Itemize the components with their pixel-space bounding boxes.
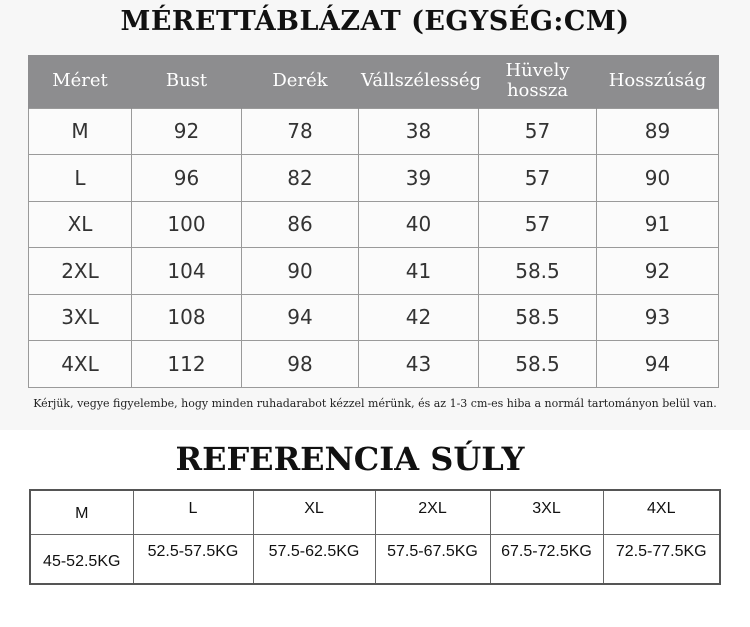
table-cell: 91 <box>597 201 719 248</box>
weight-cell: 57.5-62.5KG <box>253 534 375 584</box>
header-cell: Hüvely hossza <box>479 55 597 108</box>
table-cell: 58.5 <box>479 341 597 388</box>
table-row <box>29 294 719 341</box>
weight-cell: 52.5-57.5KG <box>133 534 253 584</box>
weight-chart-title: REFERENCIA SÚLY <box>175 440 525 478</box>
weight-cell: 72.5-77.5KG <box>603 534 720 584</box>
header-cell: Méret <box>29 55 132 108</box>
weight-cell: 67.5-72.5KG <box>490 534 603 584</box>
size-chart-table <box>28 55 719 388</box>
table-cell: XL <box>29 201 132 248</box>
table-cell: 89 <box>597 108 719 155</box>
table-cell: 104 <box>132 248 242 295</box>
table-cell: L <box>29 155 132 202</box>
table-cell: 96 <box>132 155 242 202</box>
table-cell: 43 <box>359 341 479 388</box>
size-cell: 3XL <box>490 490 603 534</box>
size-cell: M <box>30 490 133 534</box>
table-cell: 58.5 <box>479 248 597 295</box>
size-cell: XL <box>253 490 375 534</box>
table-row <box>29 201 719 248</box>
weight-value-row <box>30 534 720 584</box>
weight-cell: 57.5-67.5KG <box>375 534 490 584</box>
table-cell: 42 <box>359 294 479 341</box>
header-cell: Hosszúság <box>597 55 719 108</box>
measurement-note: Kérjük, vegye figyelembe, hogy minden ruhadarabot kézzel mérünk, és az 1-3 cm-es hiba a normál tartományon belül van. <box>33 397 717 410</box>
table-cell: 98 <box>242 341 359 388</box>
table-cell: 4XL <box>29 341 132 388</box>
size-cell: 4XL <box>603 490 720 534</box>
table-cell: 94 <box>242 294 359 341</box>
table-cell: 57 <box>479 155 597 202</box>
table-row <box>29 155 719 202</box>
table-cell: 108 <box>132 294 242 341</box>
table-cell: 38 <box>359 108 479 155</box>
size-chart-header-row <box>29 55 719 108</box>
size-cell: L <box>133 490 253 534</box>
table-cell: 92 <box>132 108 242 155</box>
table-cell: 57 <box>479 108 597 155</box>
weight-cell: 45-52.5KG <box>30 534 133 584</box>
table-cell: 39 <box>359 155 479 202</box>
size-chart-title: MÉRETTÁBLÁZAT (EGYSÉG:CM) <box>120 6 630 37</box>
table-cell: 2XL <box>29 248 132 295</box>
table-cell: 94 <box>597 341 719 388</box>
table-cell: 41 <box>359 248 479 295</box>
table-cell: 57 <box>479 201 597 248</box>
table-cell: 58.5 <box>479 294 597 341</box>
table-row <box>29 108 719 155</box>
table-cell: 90 <box>597 155 719 202</box>
weight-size-row <box>30 490 720 534</box>
weight-chart-table <box>29 489 721 585</box>
table-cell: 112 <box>132 341 242 388</box>
table-cell: 100 <box>132 201 242 248</box>
table-row <box>29 248 719 295</box>
header-cell: Bust <box>132 55 242 108</box>
table-row <box>29 341 719 388</box>
table-cell: 93 <box>597 294 719 341</box>
table-cell: 82 <box>242 155 359 202</box>
table-cell: 40 <box>359 201 479 248</box>
table-cell: 90 <box>242 248 359 295</box>
table-cell: 86 <box>242 201 359 248</box>
table-cell: 78 <box>242 108 359 155</box>
table-cell: M <box>29 108 132 155</box>
table-cell: 92 <box>597 248 719 295</box>
table-cell: 3XL <box>29 294 132 341</box>
size-cell: 2XL <box>375 490 490 534</box>
header-cell: Vállszélesség <box>359 55 479 108</box>
header-cell: Derék <box>242 55 359 108</box>
